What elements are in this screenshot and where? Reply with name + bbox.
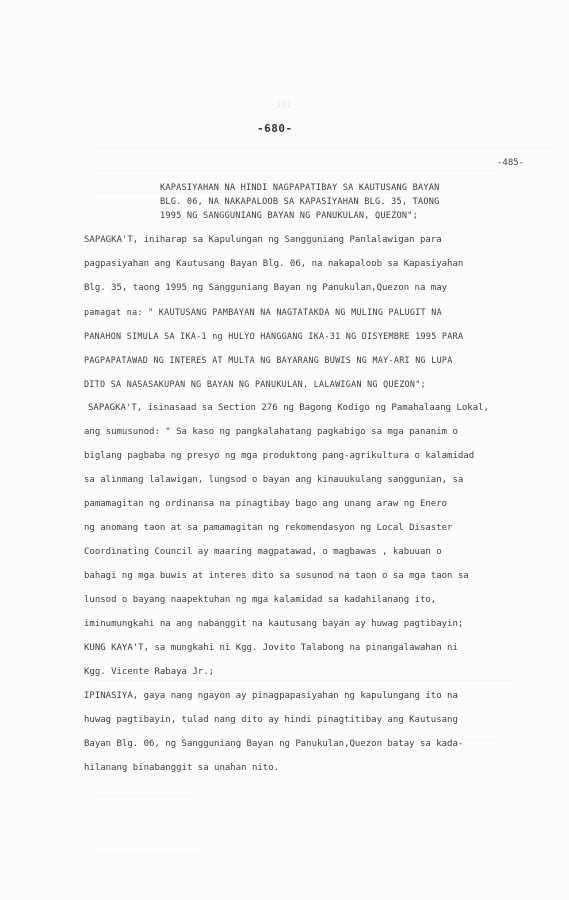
body-line: ang sumusunod: " Sa kaso ng pangkalahatang pagkabigo sa mga pananim o (84, 427, 458, 437)
body-line: pagpasiyahan ang Kautusang Bayan Blg. 06, na nakapaloob sa Kapasiyahan (84, 259, 464, 269)
page-number: -680- (257, 122, 293, 135)
body-line: Blg. 35, taong 1995 ng Sangguniang Bayan ng Panukulan,Quezon na may (84, 283, 448, 293)
body-line: huwag pagtibayin, tulad nang dito ay hindi pinagtitibay ang Kautusang (84, 715, 458, 725)
resolution-title-line: KAPASIYAHAN NA HINDI NAGPAPATIBAY SA KAUTUSANG BAYAN (160, 183, 440, 193)
bleed-through-text (95, 170, 495, 175)
body-line: lunsod o bayang naapektuhan ng mga kalamidad sa kadahilanang ito, (84, 595, 437, 605)
body-line: iminumungkahi na ang nabanggit na kautusang bayan ay huwag pagtibayin; (84, 619, 464, 629)
body-line: PAGPAPATAWAD NG INTERES AT MULTA NG BAYARANG BUWIS NG MAY-ARI NG LUPA (84, 355, 453, 365)
body-line: SAPAGKA'T, isinasaad sa Section 276 ng Bagong Kodigo ng Pamahalaang Lokal, (88, 403, 489, 413)
body-line: KUNG KAYA'T, sa mungkahi ni Kgg. Jovito Talabong na pinangalawahan ni (84, 643, 458, 653)
body-line: DITO SA NASASAKUPAN NG BAYAN NG PANUKULAN, LALAWIGAN NG QUEZON"; (84, 379, 426, 389)
bleed-through-text (95, 796, 195, 801)
bleed-through-text (95, 854, 205, 859)
body-line: Coordinating Council ay maaring magpatawad, o magbawas , kabuuan o (84, 547, 442, 557)
resolution-title-line: BLG. 06, NA NAKAPALOOB SA KAPASIYAHAN BLG. 35, TAONG (160, 197, 440, 207)
body-line: ng anomang taon at sa pamamagitan ng rekomendasyon ng Local Disaster (84, 523, 453, 533)
body-line: bahagi ng mga buwis at interes dito sa susunod na taon o sa mga taon sa (84, 571, 469, 581)
bleed-through-text (95, 680, 515, 685)
bleed-through-text (95, 148, 555, 153)
body-line: Bayan Blg. 06, ng Sangguniang Bayan ng Panukulan,Quezon batay sa kada- (84, 739, 464, 749)
body-line: hilanang binabanggit sa unahan nito. (84, 763, 280, 773)
body-line: SAPAGKA'T, iniharap sa Kapulungan ng Sangguniang Panlalawigan para (84, 235, 442, 245)
bleed-through-page-number: -381- (270, 100, 298, 110)
body-line: PANAHON SIMULA SA IKA-1 ng HULYO HANGGANG IKA-31 NG DISYEMBRE 1995 PARA (84, 331, 464, 341)
body-line: pamagat na: " KAUTUSANG PAMBAYAN NA NAGTATAKDA NG MULING PALUGIT NA (84, 307, 442, 317)
original-page-number: -485- (497, 158, 525, 168)
resolution-title-line: 1995 NG SANGGUNIANG BAYAN NG PANUKULAN, QUEZON"; (160, 211, 418, 221)
body-line: pamamagitan ng ordinansa na pinagtibay bago ang unang araw ng Enero (84, 499, 448, 509)
body-line: biglang pagbaba ng presyo ng mga produktong pang-agrikultura o kalamidad (84, 451, 475, 461)
body-line: sa alinmang lalawigan, lungsod o bayan ang kinauukulang sanggunian, sa (84, 475, 464, 485)
body-line: Kgg. Vicente Rabaya Jr.; (84, 667, 215, 677)
body-line: IPINASIYA, gaya nang ngayon ay pinagpapasiyahan ng kapulungang ito na (84, 691, 458, 701)
